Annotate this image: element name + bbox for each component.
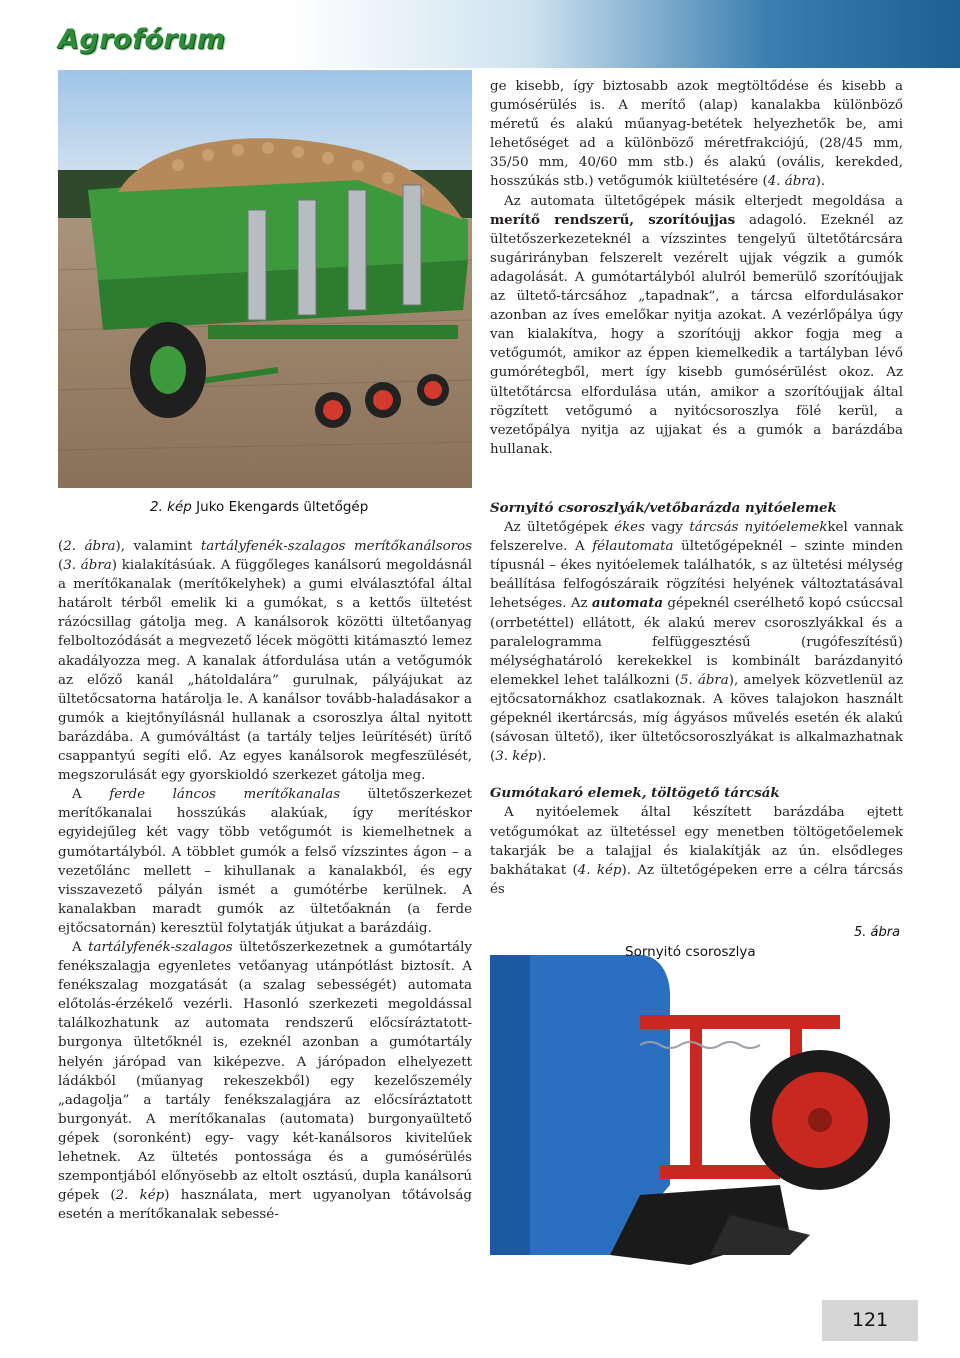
- left-paragraph-1: (2. ábra), valamint tartályfenék-szalagos merítőkanálsoros (3. ábra) kialakításúak. A függőleges kanálsorú megoldásnál a merítőkanalak (merítőkelyhek) a gumi elválasztófal által határolt térből emelik ki a gumókat, s a kettős ültetést rázócsillag gátolja meg. A kanálsorok közötti ültetőanyag felboltozódását a megvezető lécek mögötti kitámasztó lemez akadályozza meg. A kanalak átfordulása után a vetőgumók az előző kanál „hátoldalára” gurulnak, pályájukat az ültetőcsatorna határolja le. A kanálsor tovább-haladásakor a gumók a kiejtőnyílásnál hullanak a csoroszlya által nyitott barázdába. A gumóváltást (a tartály teljes leürítését) ürítő csappantyú segíti elő. Az egyes kanálsorok megfeszülését, megszorulását egy gyorskioldó szerkezet gátolja meg.: [58, 539, 472, 784]
- planter-illustration: [58, 70, 472, 488]
- right-paragraph-3: Az ültetőgépek ékes vagy tárcsás nyitóelemekkel vannak felszerelve. A félautomata ültetőgépeknél – szinte minden típusnál – ékes nyitóelemek találhatók, s az ültetési mélység beállítása felfogószáraik rögzítési helyének változtatásával lehetséges. Az automata gépeknél cserélhető kopó csúccsal (orrbetéttel) ellátott, ék alakú merev csoroszlyákkal és a paralelogramma felfüggesztésű (rugófeszítésű) mélységhatároló kerekekkel is kombinált barázdanyitó elemekkel lehet találkozni (5. ábra), amelyek közvetlenül az ejtőcsatornákhoz csatlakoznak. A köves talajokon használt gépeknél ikertárcsás, míg ágyásos művelés esetén ék alakú (sávosan ültető), iker ültetőcsoroszlyákat is alkalmazhatnak (3. kép).: [490, 520, 903, 765]
- right-paragraph-2: Az automata ültetőgépek másik elterjedt megoldása a merítő rendszerű, szorítóujjas adagoló. Ezeknél az ültetőszerkezeteknél a vízszintes tengelyű ültetőtárcsára sugárirányban felszerelt vezérelt ujjak végzik a gumók adagolását. A gumótartályból alulról bemerülő szorítóujjak az ültető-tárcsához „tapadnak”, a tárcsa elfordulásakor azonban az íves emelőkar nyitja azokat. A vezérlőpálya úgy van kialakítva, hogy a szorítóujj akkor fogja meg a vetőgumót, amikor az éppen kiemelkedik a tartályban lévő gumórétegből, mert így kisebb gumósérülést okoz. Az ültetőtárcsa elfordulása után, amikor a szorítóujjak által rögzített vetőgumó a nyitócsoroszlya fölé kerül, a vezetőpálya nyitja az ujjakat és a gumók a barázdába hullanak.: [490, 193, 903, 457]
- caption-text: Juko Ekengards ültetőgép: [191, 499, 369, 515]
- figure-caption-1: [150, 499, 368, 515]
- caption-ref: 2. kép: [150, 499, 192, 515]
- figure-label-sornyito: Sornyitó csoroszlya: [625, 944, 756, 960]
- figure-caption-2: 5. ábra: [854, 925, 901, 940]
- right-paragraph-4: A nyitóelemek által készített barázdába ejtett vetőgumókat az ültetéssel egy menetben töltögetőelemek takarják be a talajjal és kialakítják az ún. elsődleges bakhátakat (4. kép). Az ültetőgépeken erre a célra tárcsás és: [490, 805, 903, 897]
- page-header: [0, 0, 960, 68]
- brand-logo: Agrofórum: [58, 24, 226, 55]
- page-number: 121: [822, 1300, 918, 1341]
- right-column-bottom: [490, 499, 903, 899]
- left-paragraph-2: A ferde láncos merítőkanalas ültetőszerkezet merítőkanalai hosszúkás alakúak, így merítéskor egyidejűleg két vagy több vetőgumót is kiemelhetnek a gumótartályból. A többlet gumók a felső vízszintes ágon – a vezetőlánc mellett – kihullanak a kanalakból, és egy visszavezető pályán ismét a gumótérbe kerülnek. A kanalakban maradt gumók az ültetőaknán (a ferde ejtőcsatornán) keresztül folytatják útjukat a barázdáig.: [58, 787, 472, 936]
- left-column: [58, 537, 472, 1224]
- section-heading-2: Gumótakaró elemek, töltögető tárcsák: [490, 785, 780, 802]
- furrow-opener-illustration: [490, 935, 903, 1275]
- right-column-top: [490, 77, 903, 459]
- right-paragraph-1: ge kisebb, így biztosabb azok megtöltődése és kisebb a gumósérülés is. A merítő (alap) kanalakba különböző méretű és alakú műanyag-betétek helyezhetők be, ami lehetőséget ad a különböző méretfrakciójú, (28/45 mm, 35/50 mm, 40/60 mm stb.) és alakú (ovális, kerekded, hosszúkás stb.) vetőgumók kiültetésére (4. ábra).: [490, 79, 903, 190]
- left-paragraph-3: A tartályfenék-szalagos ültetőszerkezetnek a gumótartály fenékszalagja egyenletes vetőanyag utánpótlást biztosít. A fenékszalag mozgatását (a szalag sebességét) automata előtolás-érzékelő vezérli. Hasonló szerkezeti megoldással találkozhatunk az automata rendszerű előcsíráztatott-burgonya ültetőknél is, ezeknél azonban a gumótartály helyén járópad van kiképezve. A járópadon elhelyezett ládákból (műanyag rekeszekből) egy kezelőszemély „adagolja” a tartály fenékszalagjára az előcsíráztatott burgonyát. A merítőkanalas (automata) burgonyaültető gépek (soronként) egy- vagy két-kanálsoros kivitelűek lehetnek. Az ültetés pontossága és a gumósérülés szempontjából előnyösebb az eltolt osztású, dupla kanálsorú gépek (2. kép) használata, mert ugyanolyan tőtávolság esetén a merítőkanalak sebessé-: [58, 939, 472, 1223]
- furrow-opener-photo: [490, 935, 903, 1275]
- planter-photo: [58, 70, 472, 488]
- section-heading-1: Sornyitó csoroszlyák/vetőbarázda nyitóelemek: [490, 500, 837, 516]
